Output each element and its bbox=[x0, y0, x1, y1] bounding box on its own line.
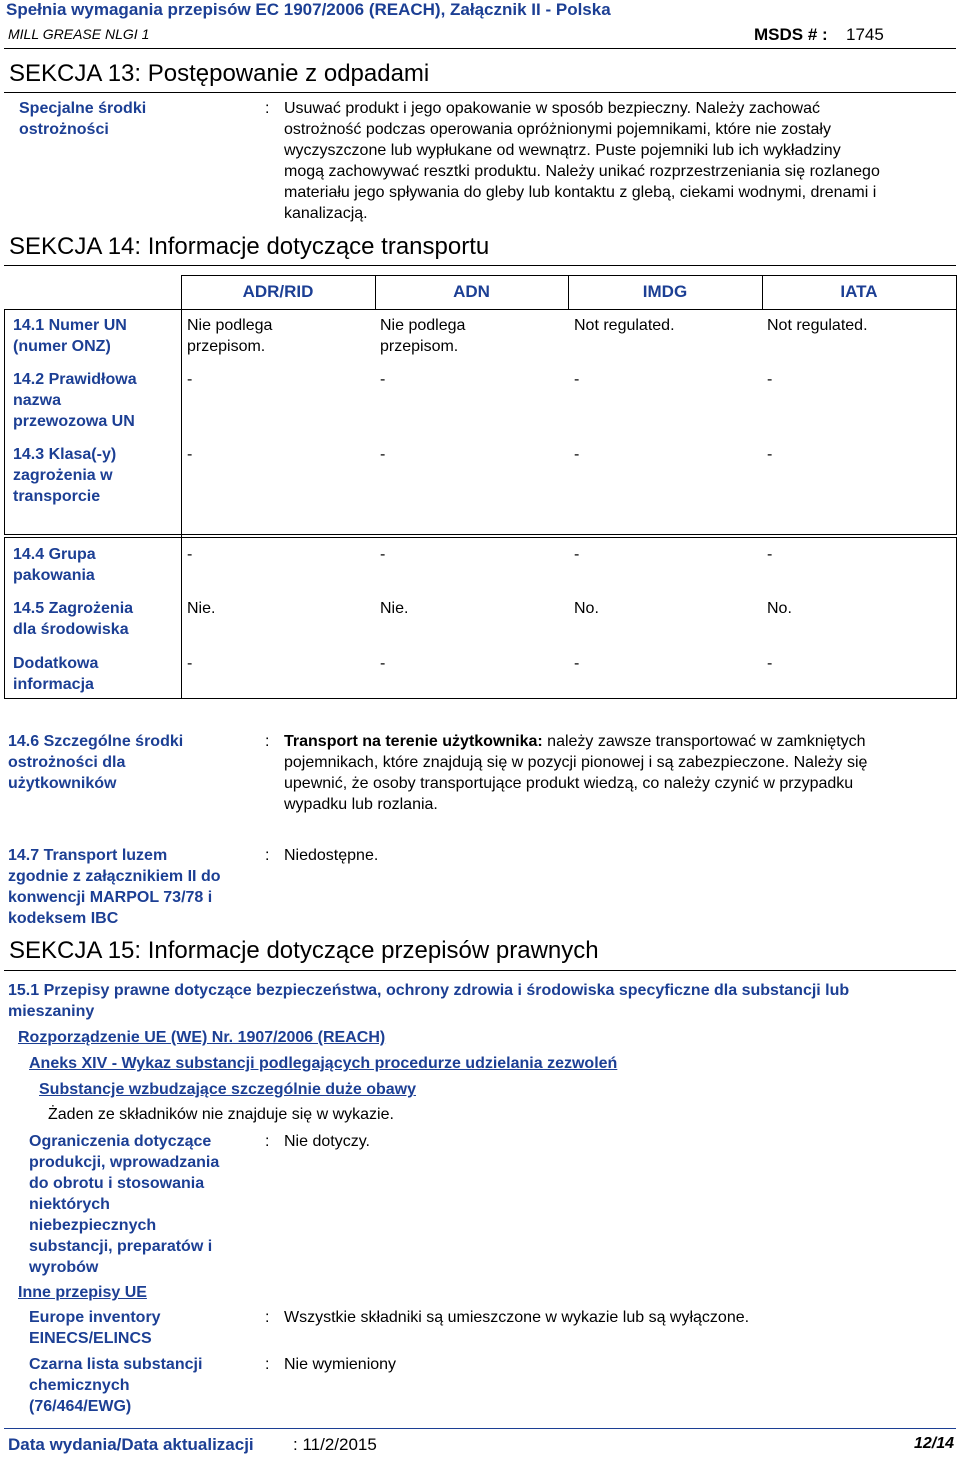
field-colon: : bbox=[265, 1133, 270, 1150]
field-colon: : bbox=[265, 733, 270, 750]
table-cell: - bbox=[380, 655, 386, 672]
section-14-title: SEKCJA 14: Informacje dotyczące transportu bbox=[9, 233, 490, 260]
field-colon: : bbox=[265, 1309, 270, 1326]
table-cell: - bbox=[380, 446, 386, 463]
table-cell: - bbox=[380, 371, 386, 388]
chemical-blacklist-value: Nie wymieniony bbox=[284, 1356, 397, 1373]
row-label-un-number: 14.1 Numer UN (numer ONZ) bbox=[13, 317, 127, 355]
col-header-iata: IATA bbox=[840, 282, 878, 301]
europe-inventory-label: Europe inventory EINECS/ELINCS bbox=[29, 1309, 161, 1347]
issue-date-value: : 11/2/2015 bbox=[293, 1435, 377, 1454]
msds-label: MSDS # : bbox=[754, 25, 828, 44]
field-colon: : bbox=[265, 100, 270, 117]
product-name: MILL GREASE NLGI 1 bbox=[8, 26, 150, 42]
special-precautions-user-label: 14.6 Szczególne środki ostrożności dla użytkowników bbox=[8, 733, 184, 792]
table-cell: - bbox=[187, 446, 193, 463]
transport-table-frame-bottom bbox=[4, 537, 957, 699]
table-cell: - bbox=[767, 446, 773, 463]
restrictions-value: Nie dotyczy. bbox=[284, 1133, 370, 1150]
transport-table-frame-rows bbox=[4, 309, 957, 535]
table-col-divider bbox=[181, 309, 182, 699]
chemical-blacklist-label: Czarna lista substancji chemicznych (76/464/EWG) bbox=[29, 1356, 203, 1415]
table-cell: - bbox=[187, 546, 193, 563]
row-label-packing-group: 14.4 Grupa pakowania bbox=[13, 546, 96, 584]
bulk-transport-value: Niedostępne. bbox=[284, 847, 379, 864]
svhc-heading: Substancje wzbudzające szczególnie duże obawy bbox=[39, 1081, 416, 1098]
europe-inventory-value: Wszystkie składniki są umieszczone w wykazie lub są wyłączone. bbox=[284, 1309, 750, 1326]
table-cell: - bbox=[767, 655, 773, 672]
table-cell: - bbox=[767, 546, 773, 563]
section-14-divider bbox=[4, 265, 956, 266]
section-15-title: SEKCJA 15: Informacje dotyczące przepisów prawnych bbox=[9, 937, 599, 964]
row-label-shipping-name: 14.2 Prawidłowa nazwa przewozowa UN bbox=[13, 371, 137, 430]
table-cell: - bbox=[187, 371, 193, 388]
table-cell: Nie podlega przepisom. bbox=[187, 317, 273, 355]
page-number: 12/14 bbox=[914, 1435, 955, 1452]
col-header-adn: ADN bbox=[453, 282, 490, 301]
table-cell: Nie podlega przepisom. bbox=[380, 317, 466, 355]
svhc-text: Żaden ze składników nie znajduje się w wykazie. bbox=[48, 1106, 394, 1123]
table-cell: - bbox=[574, 371, 580, 388]
footer-divider bbox=[4, 1428, 956, 1429]
reach-regulation-heading: Rozporządzenie UE (WE) Nr. 1907/2006 (REACH) bbox=[18, 1029, 386, 1046]
special-precautions-user-text: Transport na terenie użytkownika: należy zawsze transportować w zamkniętych pojemnikach, które znajdują się w pozycji pionowej i są zabezpieczone. Należy się upewnić, że osoby transportujące produkt wiedzą, co należy czynić w przypadku wypadku lub rozlania. bbox=[284, 733, 868, 813]
row-label-hazard-class: 14.3 Klasa(-y) zagrożenia w transporcie bbox=[13, 446, 117, 505]
table-cell: Nie. bbox=[187, 600, 216, 617]
subsection-15-1-heading: 15.1 Przepisy prawne dotyczące bezpieczeństwa, ochrony zdrowia i środowiska specyficzne dla substancji lub mieszaniny bbox=[8, 982, 850, 1020]
col-header-imdg: IMDG bbox=[642, 282, 688, 301]
msds-number: 1745 bbox=[846, 25, 884, 44]
special-precautions-text: Usuwać produkt i jego opakowanie w sposób bezpieczny. Należy zachować ostrożność podczas operowania opróżnionymi pojemnikami, które nie zostały wyczyszczone lub wypłukane od wewnątrz. Puste pojemniki lub ich wykładziny mogą zachowywać resztki produktu. Należy unikać rozprzestrzeniania się rozlanego materiału jego spływania do gleby lub kontaktu z glebą, ciekami wodnymi, drenami i kanalizacją. bbox=[284, 100, 880, 222]
table-cell: - bbox=[574, 655, 580, 672]
section-15-divider bbox=[4, 970, 956, 971]
restrictions-label: Ograniczenia dotyczące produkcji, wprowadzania do obrotu i stosowania niektórych niebezpiecznych substancji, preparatów i wyrobów bbox=[29, 1133, 220, 1276]
table-cell: - bbox=[574, 546, 580, 563]
table-cell: - bbox=[574, 446, 580, 463]
table-cell: - bbox=[767, 371, 773, 388]
section-13-divider bbox=[4, 92, 956, 93]
field-colon: : bbox=[265, 1356, 270, 1373]
table-cell: - bbox=[187, 655, 193, 672]
special-precautions-label: Specjalne środki ostrożności bbox=[19, 100, 147, 138]
row-label-additional-info: Dodatkowa informacja bbox=[13, 655, 99, 693]
annex-xiv-heading: Aneks XIV - Wykaz substancji podlegających procedurze udzielania zezwoleń bbox=[29, 1055, 618, 1072]
table-cell: No. bbox=[767, 600, 792, 617]
document-header-title: Spełnia wymagania przepisów EC 1907/2006 (REACH), Załącznik II - Polska bbox=[6, 0, 611, 19]
bulk-transport-label: 14.7 Transport luzem zgodnie z załącznikiem II do konwencji MARPOL 73/78 i kodeksem IBC bbox=[8, 847, 221, 927]
header-divider bbox=[4, 48, 956, 49]
table-cell: Not regulated. bbox=[574, 317, 675, 334]
table-cell: Not regulated. bbox=[767, 317, 868, 334]
other-eu-regulations-heading: Inne przepisy UE bbox=[18, 1284, 147, 1301]
field-colon: : bbox=[265, 847, 270, 864]
table-cell: Nie. bbox=[380, 600, 409, 617]
row-label-environmental: 14.5 Zagrożenia dla środowiska bbox=[13, 600, 134, 638]
transport-user-premises-label: Transport na terenie użytkownika: bbox=[284, 733, 543, 750]
table-cell: - bbox=[380, 546, 386, 563]
issue-date-label: Data wydania/Data aktualizacji bbox=[8, 1435, 254, 1454]
table-cell: No. bbox=[574, 600, 599, 617]
col-header-adr-rid: ADR/RID bbox=[242, 282, 314, 301]
section-13-title: SEKCJA 13: Postępowanie z odpadami bbox=[9, 60, 430, 87]
